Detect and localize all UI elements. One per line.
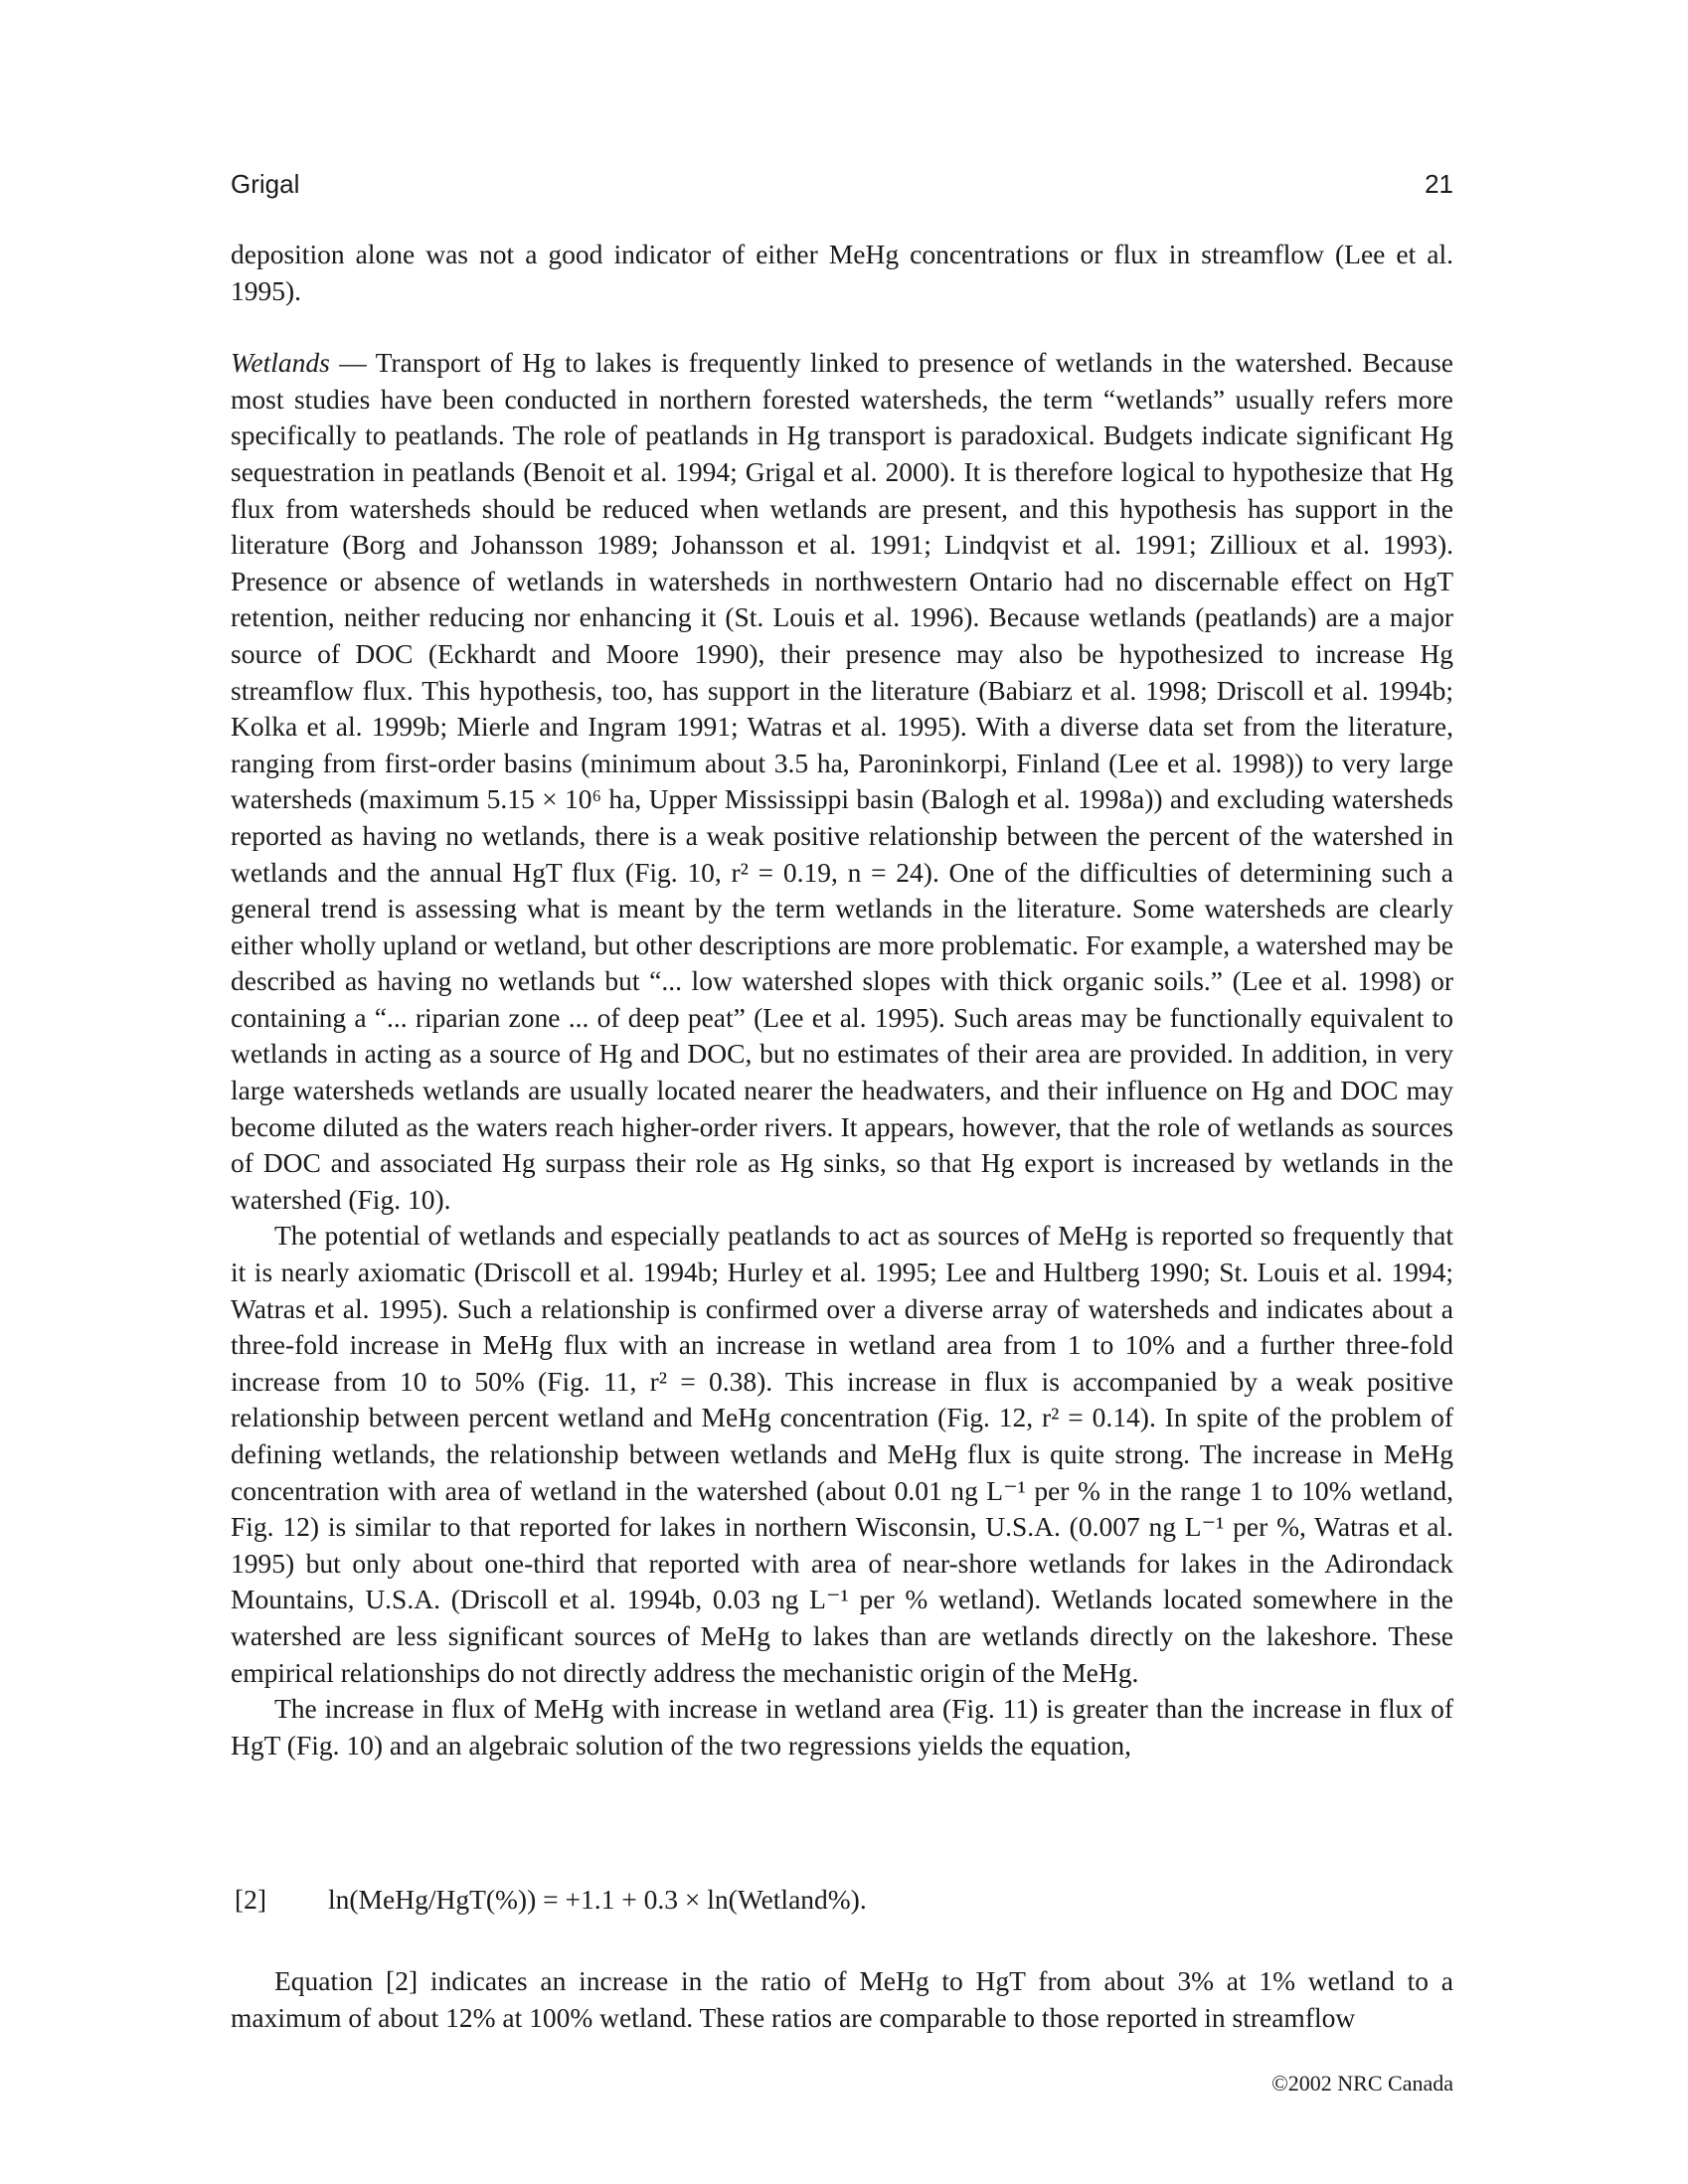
paragraph-wetlands-text: — Transport of Hg to lakes is frequently linked to presence of wetlands in the watershed. Because most studies have been conducted in northern forested watersheds, the term “wetlands” usually refers more specifically to peatlands. The role of peatlands in Hg transport is paradoxical. Budgets indicate significant Hg sequestration in peatlands (Benoit et al. 1994; Grigal et al. 2000). It is therefore logical to hypothesize that Hg flux from watersheds should be reduced when wetlands are present, and this hypothesis has support in the literature (Borg and Johansson 1989; Johansson et al. 1991; Lindqvist et al. 1991; Zillioux et al. 1993). Presence or absence of wetlands in watersheds in northwestern Ontario had no discernable effect on HgT retention, neither reducing nor enhancing it (St. Louis et al. 1996). Because wetlands (peatlands) are a major source of DOC (Eckhardt and Moore 1990), their presence may also be hypothesized to increase Hg streamflow flux. This hypothesis, too, has support in the literature (Babiarz et al. 1998; Driscoll et al. 1994b; Kolka et al. 1999b; Mierle and Ingram 1991; Watras et al. 1995). With a diverse data set from the literature, ranging from first-order basins (minimum about 3.5 ha, Paroninkorpi, Finland (Lee et al. 1998)) to very large watersheds (maximum 5.15 × 10⁶ ha, Upper Mississippi basin (Balogh et al. 1998a)) and excluding watersheds reported as having no wetlands, there is a weak positive relationship between the percent of the watershed in wetlands and the annual HgT flux (Fig. 10, r² = 0.19, n = 24). One of the difficulties of determining such a general trend is assessing what is meant by the term wetlands in the literature. Some watersheds are clearly either wholly upland or wetland, but other descriptions are more problematic. For example, a watershed may be described as having no wetlands but “... low watershed slopes with thick organic soils.” (Lee et al. 1998) or containing a “... riparian zone ... of deep peat” (Lee et al. 1995). Such areas may be functionally equivalent to wetlands in acting as a source of Hg and DOC, but no estimates of their area are provided. In addition, in very large watersheds wetlands are usually located nearer the headwaters, and their influence on Hg and DOC may become diluted as the waters reach higher-order rivers. It appears, however, that the role of wetlands as sources of DOC and associated Hg surpass their role as Hg sinks, so that Hg export is increased by wetlands in the watershed (Fig. 10). <box>231 347 1453 1215</box>
equation-number: [2] <box>235 1884 267 1915</box>
copyright-notice: ©2002 NRC Canada <box>1271 2071 1453 2096</box>
paragraph-wetlands <box>231 345 1453 1218</box>
running-head <box>231 169 1453 205</box>
body-text <box>231 237 1453 1764</box>
running-head-author: Grigal <box>231 169 300 199</box>
section-lead-in: Wetlands <box>231 347 330 379</box>
equation-2 <box>231 1882 1453 1922</box>
paragraph-mehg-sources: The potential of wetlands and especially peatlands to act as sources of MeHg is reported so frequently that it is nearly axiomatic (Driscoll et al. 1994b; Hurley et al. 1995; Lee and Hultberg 1990; St. Louis et al. 1994; Watras et al. 1995). Such a relationship is confirmed over a diverse array of watersheds and indicates about a three-fold increase in MeHg flux with an increase in wetland area from 1 to 10% and a further three-fold increase from 10 to 50% (Fig. 11, r² = 0.38). This increase in flux is accompanied by a weak positive relationship between percent wetland and MeHg concentration (Fig. 12, r² = 0.14). In spite of the problem of defining wetlands, the relationship between wetlands and MeHg flux is quite strong. The increase in MeHg concentration with area of wetland in the watershed (about 0.01 ng L⁻¹ per % in the range 1 to 10% wetland, Fig. 12) is similar to that reported for lakes in northern Wisconsin, U.S.A. (0.007 ng L⁻¹ per %, Watras et al. 1995) but only about one-third that reported with area of near-shore wetlands for lakes in the Adirondack Mountains, U.S.A. (Driscoll et al. 1994b, 0.03 ng L⁻¹ per % wetland). Wetlands located somewhere in the watershed are less significant sources of MeHg to lakes than are wetlands directly on the lakeshore. These empirical relationships do not directly address the mechanistic origin of the MeHg. <box>231 1220 1453 1688</box>
paragraph-flux-increase: The increase in flux of MeHg with increase in wetland area (Fig. 11) is greater than the increase in flux of HgT (Fig. 10) and an algebraic solution of the two regressions yields the equation, <box>231 1693 1453 1761</box>
page-number: 21 <box>1425 169 1453 199</box>
body-text-continued <box>231 1963 1453 2036</box>
equation-body: ln(MeHg/HgT(%)) = +1.1 + 0.3 × ln(Wetland%). <box>328 1884 867 1915</box>
paragraph-equation-discussion: Equation [2] indicates an increase in the ratio of MeHg to HgT from about 3% at 1% wetland to a maximum of about 12% at 100% wetland. These ratios are comparable to those reported in streamflow <box>231 1965 1453 2033</box>
paragraph-continuation: deposition alone was not a good indicator of either MeHg concentrations or flux in streamflow (Lee et al. 1995). <box>231 239 1453 306</box>
